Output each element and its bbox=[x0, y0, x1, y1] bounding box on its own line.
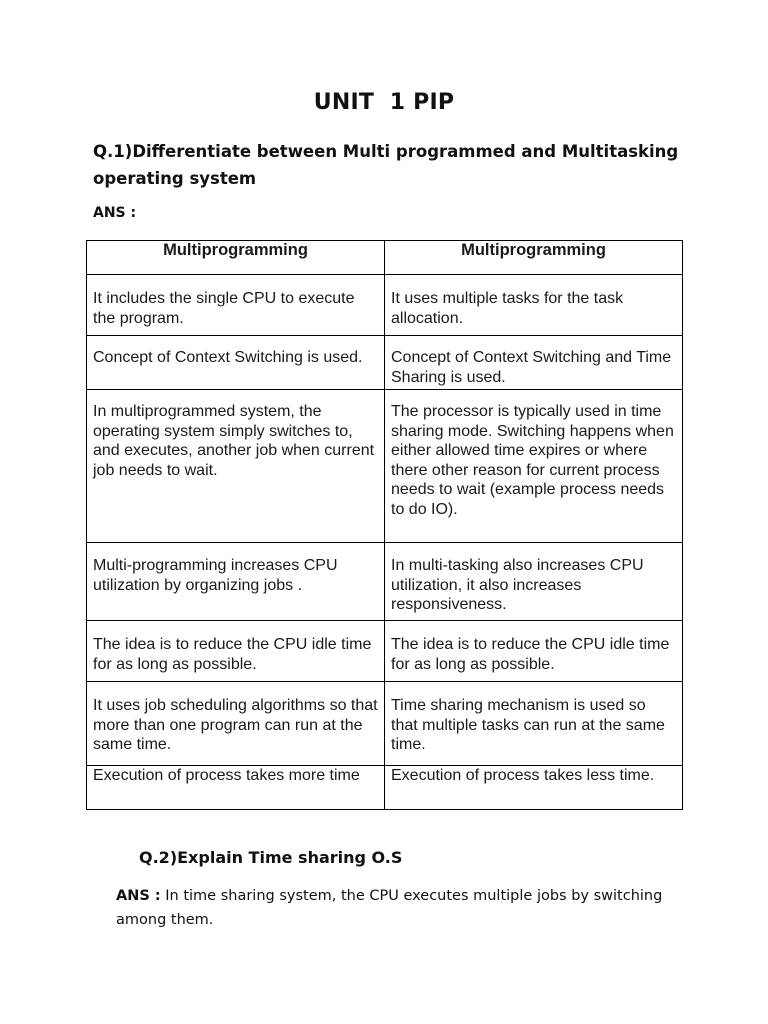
table-cell: The idea is to reduce the CPU idle time for as long as possible. bbox=[385, 621, 683, 682]
table-cell: Concept of Context Switching and Time Sharing is used. bbox=[385, 336, 683, 390]
table-cell: Time sharing mechanism is used so that multiple tasks can run at the same time. bbox=[385, 682, 683, 766]
answer-2-label: ANS : bbox=[116, 888, 161, 904]
table-cell: In multiprogrammed system, the operating system simply switches to, and executes, another job when current job needs to wait. bbox=[87, 390, 385, 543]
table-row bbox=[87, 682, 683, 766]
table-cell: Concept of Context Switching is used. bbox=[87, 336, 385, 390]
table-cell: The idea is to reduce the CPU idle time for as long as possible. bbox=[87, 621, 385, 682]
table-cell: It uses multiple tasks for the task allocation. bbox=[385, 275, 683, 336]
question-2: Q.2)Explain Time sharing O.S bbox=[139, 848, 403, 867]
table-row bbox=[87, 390, 683, 543]
table-cell: In multi-tasking also increases CPU utilization, it also increases responsiveness. bbox=[385, 543, 683, 621]
table-cell: Multi-programming increases CPU utilization by organizing jobs . bbox=[87, 543, 385, 621]
comparison-table bbox=[86, 240, 683, 810]
answer-1-label: ANS : bbox=[93, 205, 137, 221]
table-cell: The processor is typically used in time sharing mode. Switching happens when either allowed time expires or where there other reason for current process needs to wait (example process needs to do IO). bbox=[385, 390, 683, 543]
table-row bbox=[87, 336, 683, 390]
table-row bbox=[87, 275, 683, 336]
table-row bbox=[87, 543, 683, 621]
table-cell: Execution of process takes more time bbox=[87, 766, 385, 810]
table-cell: Execution of process takes less time. bbox=[385, 766, 683, 810]
page-title: UNIT 1 PIP bbox=[313, 90, 455, 115]
answer-2-text: In time sharing system, the CPU executes multiple jobs by switching among them. bbox=[116, 888, 663, 928]
table-row bbox=[87, 766, 683, 810]
table-row bbox=[87, 621, 683, 682]
table-header-cell: Multiprogramming bbox=[87, 241, 385, 275]
table-cell: It includes the single CPU to execute the program. bbox=[87, 275, 385, 336]
answer-2 bbox=[116, 884, 676, 932]
table-header-cell: Multiprogramming bbox=[385, 241, 683, 275]
question-1: Q.1)Differentiate between Multi programmed and Multitasking operating system bbox=[93, 142, 679, 188]
table-header-row bbox=[87, 241, 683, 275]
table-cell: It uses job scheduling algorithms so that more than one program can run at the same time. bbox=[87, 682, 385, 766]
